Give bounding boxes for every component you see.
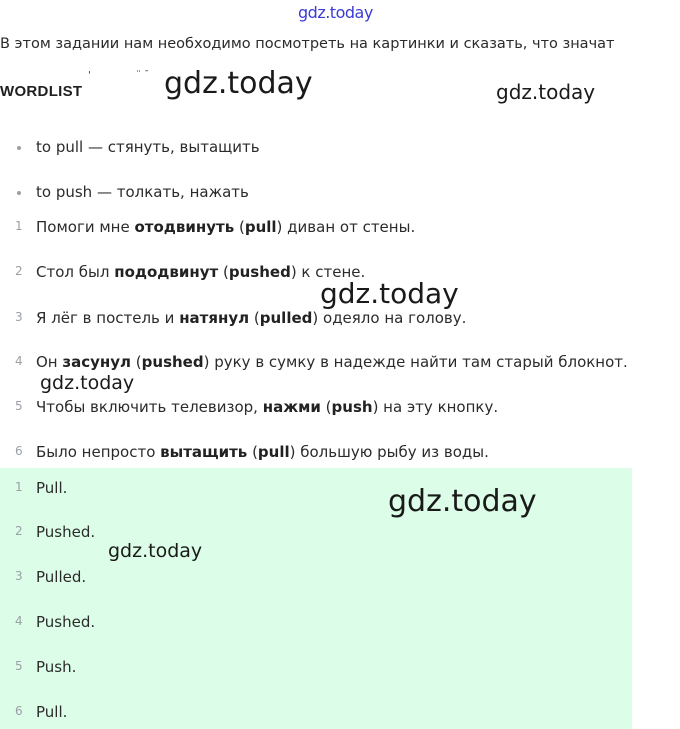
sentence-text: Я лёг в постель и натянул (pulled) одеяло на голову. xyxy=(36,309,467,327)
item-number: 4 xyxy=(15,354,23,368)
site-watermark-link[interactable]: gdz.today xyxy=(298,3,373,22)
watermark: gdz.today xyxy=(164,66,313,101)
watermark: gdz.today xyxy=(40,372,135,394)
answer-text: Pushed. xyxy=(36,613,96,631)
wordlist-title: WORDLIST xyxy=(0,83,83,100)
answer-item xyxy=(0,566,680,588)
sentence-text: Стол был пододвинут (pushed) к стене. xyxy=(36,263,366,281)
watermark: gdz.today xyxy=(108,540,203,562)
watermark: gdz.today xyxy=(388,484,537,519)
sentence-item xyxy=(0,441,680,463)
intro-text: В этом задании нам необходимо посмотреть на картинки и сказать, что значат xyxy=(0,36,615,52)
answer-text: Pulled. xyxy=(36,568,87,586)
sentence-text: Помоги мне отодвинуть (pull) диван от стены. xyxy=(36,218,416,236)
item-number: 2 xyxy=(15,524,23,538)
answer-text: Pushed. xyxy=(36,523,96,541)
scan-artifact: ' xyxy=(88,70,91,81)
answers-panel xyxy=(0,468,632,729)
sentence-item xyxy=(0,216,680,238)
answer-item xyxy=(0,701,680,723)
item-number: 5 xyxy=(15,659,23,673)
wordlist-item xyxy=(0,136,680,158)
answer-item xyxy=(0,656,680,678)
sentence-text: Он засунул (pushed) руку в сумку в надежде найти там старый блокнот. xyxy=(36,353,628,371)
wordlist-item-text: to push — толкать, нажать xyxy=(36,183,249,201)
scan-artifact: ¨ ¯ xyxy=(136,70,150,81)
wordlist-item-text: to pull — стянуть, вытащить xyxy=(36,138,260,156)
bullet xyxy=(0,181,36,203)
answer-item xyxy=(0,477,680,499)
watermark: gdz.today xyxy=(496,80,596,104)
item-number: 1 xyxy=(15,480,23,494)
answer-item xyxy=(0,521,680,543)
watermark: gdz.today xyxy=(320,277,459,310)
item-number: 6 xyxy=(15,444,23,458)
item-number: 5 xyxy=(15,399,23,413)
sentence-text: Чтобы включить телевизор, нажми (push) на эту кнопку. xyxy=(36,398,499,416)
item-number: 4 xyxy=(15,614,23,628)
sentence-text: Было непросто вытащить (pull) большую рыбу из воды. xyxy=(36,443,489,461)
answer-item xyxy=(0,611,680,633)
answer-text: Pull. xyxy=(36,479,68,497)
answer-text: Push. xyxy=(36,658,77,676)
sentence-item xyxy=(0,351,680,373)
sentence-item xyxy=(0,307,680,329)
item-number: 3 xyxy=(15,569,23,583)
item-number: 3 xyxy=(15,310,23,324)
sentence-item xyxy=(0,396,680,418)
item-number: 1 xyxy=(15,219,23,233)
wordlist-item xyxy=(0,181,680,203)
item-number: 6 xyxy=(15,704,23,718)
bullet xyxy=(0,136,36,158)
item-number: 2 xyxy=(15,264,23,278)
answer-text: Pull. xyxy=(36,703,68,721)
